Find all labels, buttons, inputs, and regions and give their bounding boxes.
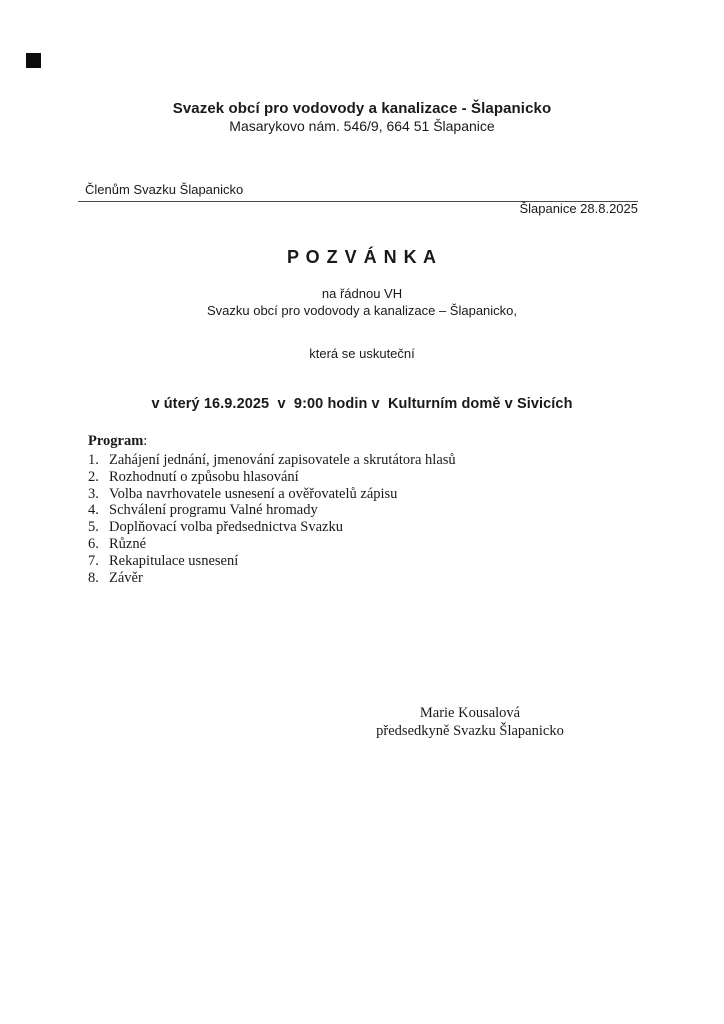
program-item [88, 469, 456, 486]
invitation-subtitle-meeting: na řádnou VH [321, 286, 403, 301]
invitation-title: P O Z V Á N K A [286, 247, 438, 267]
program-section [88, 432, 456, 586]
place-and-date: Šlapanice 28.8.2025 [519, 201, 638, 216]
program-item [88, 486, 456, 503]
program-item-number: 2. [88, 468, 99, 485]
program-item-text: Různé [109, 535, 147, 552]
program-item-text: Schválení programu Valné hromady [109, 502, 318, 519]
program-item [88, 502, 456, 519]
organization-address: Masarykovo nám. 546/9, 664 51 Šlapanice [229, 118, 495, 134]
program-item-text: Závěr [109, 569, 143, 586]
program-item-number: 1. [88, 452, 99, 468]
program-item [88, 519, 456, 536]
program-item-text: Volba navrhovatele usnesení a ověřovatelů zápisu [109, 485, 398, 502]
program-item-number: 4. [88, 502, 99, 519]
program-heading [88, 432, 456, 450]
signatory-role: předsedkyně Svazku Šlapanicko [376, 722, 564, 739]
scan-artifact-mark [26, 53, 41, 68]
program-item [88, 553, 456, 570]
program-item-text: Rekapitulace usnesení [109, 552, 239, 569]
program-item [88, 452, 456, 469]
program-item [88, 570, 456, 587]
program-item [88, 536, 456, 553]
signatory-name: Marie Kousalová [419, 705, 521, 721]
program-item-number: 3. [88, 485, 99, 502]
organization-name: Svazek obcí pro vodovody a kanalizace - Šlapanicko [172, 100, 552, 117]
program-heading-colon: : [143, 433, 148, 449]
invitation-subtitle-takes-place: která se uskuteční [309, 346, 415, 361]
program-heading-label: Program [88, 433, 144, 449]
addressee-text: Členům Svazku Šlapanicko [85, 182, 244, 197]
invitation-subtitle-organization: Svazku obcí pro vodovody a kanalizace – Šlapanicko, [206, 303, 518, 318]
program-item-text: Rozhodnutí o způsobu hlasování [109, 468, 299, 485]
program-item-number: 7. [88, 552, 99, 569]
program-item-number: 6. [88, 535, 99, 552]
program-list [88, 452, 456, 586]
program-item-text: Zahájení jednání, jmenování zapisovatele a skrutátora hlasů [109, 452, 456, 468]
program-item-number: 8. [88, 569, 99, 586]
addressee-row [78, 181, 638, 202]
signature-block [330, 705, 610, 740]
program-item-number: 5. [88, 519, 99, 536]
letterhead [0, 99, 724, 135]
program-item-text: Doplňovací volba předsednictva Svazku [109, 519, 343, 536]
meeting-datetime-location: v úterý 16.9.2025 v 9:00 hodin v Kulturním domě v Sivicích [151, 396, 573, 412]
